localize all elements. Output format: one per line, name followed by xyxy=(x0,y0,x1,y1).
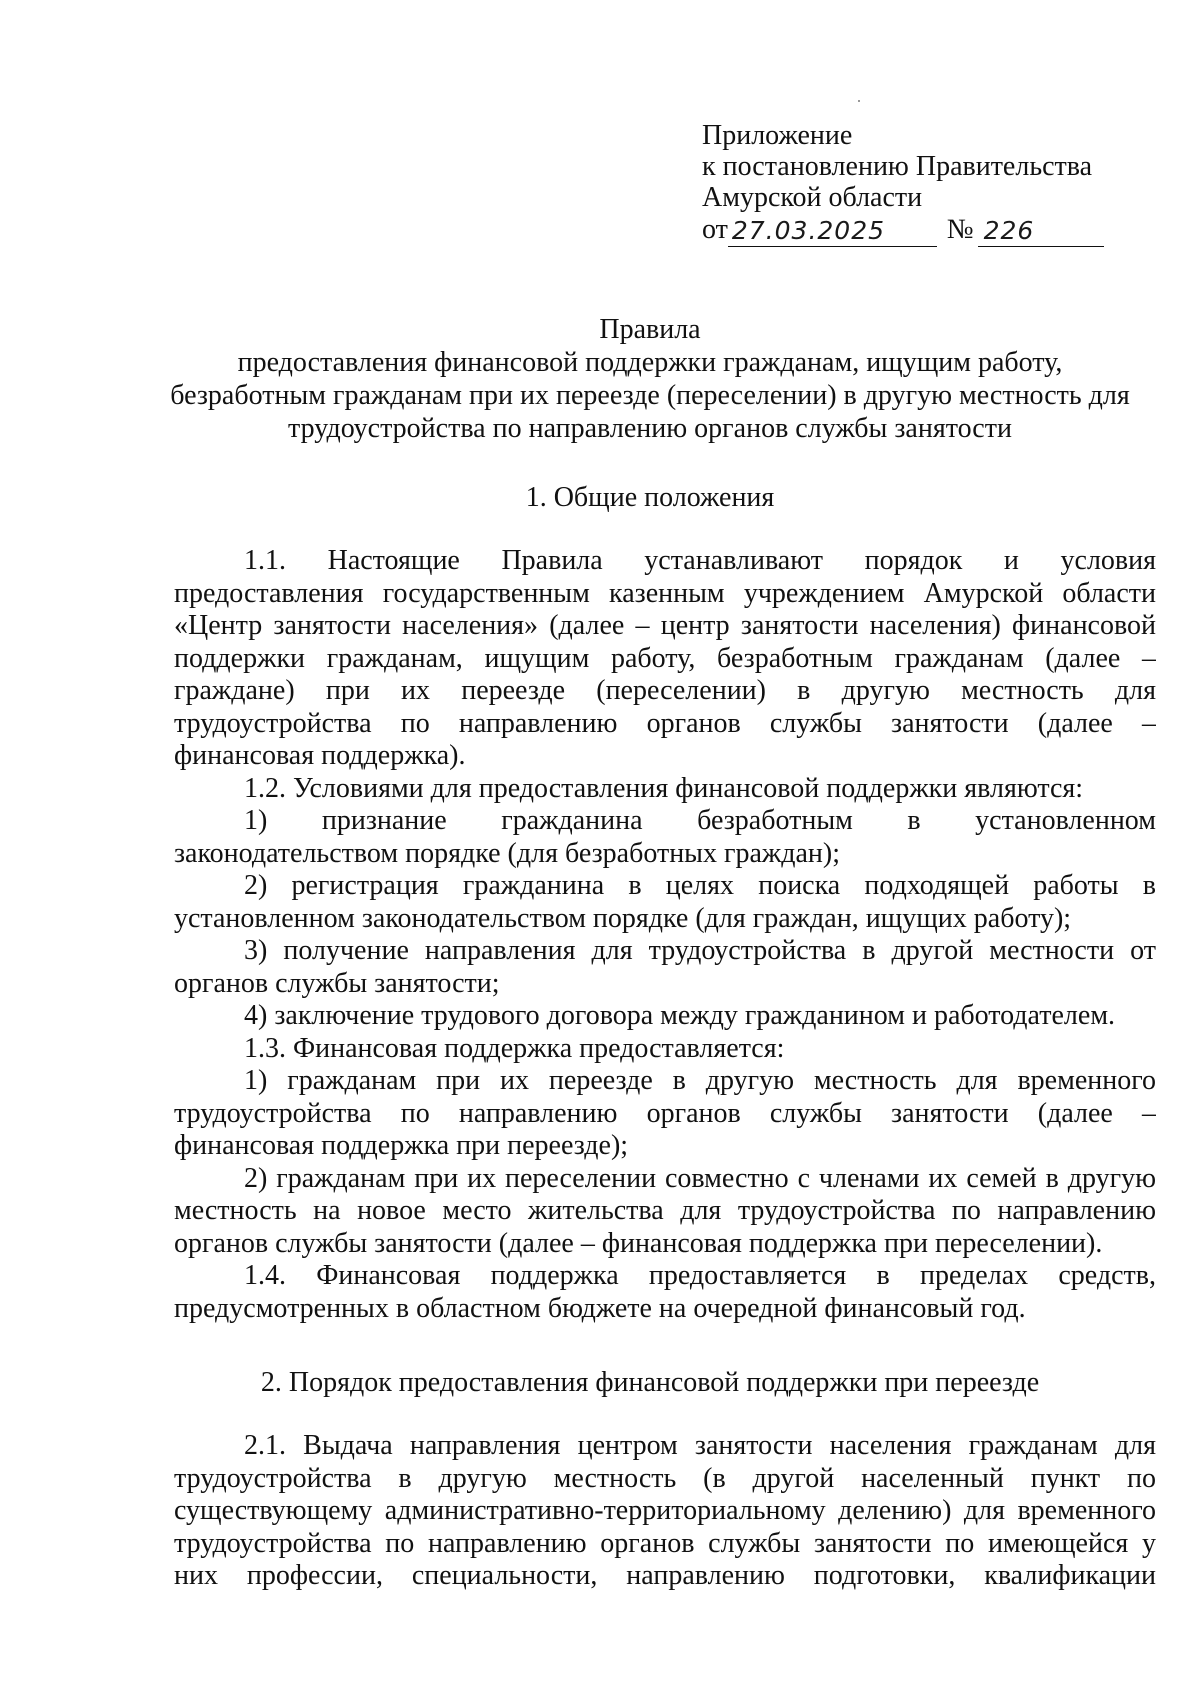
text-line: финансовая поддержка). xyxy=(174,740,466,771)
appendix-line-3: Амурской области xyxy=(702,182,923,213)
appendix-line-1: Приложение xyxy=(702,120,853,151)
text-line: трудоустройства в другую местность (в другой населенный пункт по xyxy=(174,1462,1156,1494)
title-line-1: Правила xyxy=(599,314,701,345)
title-line-4: трудоустройства по направлению органов службы занятости xyxy=(288,413,1012,444)
section-2-heading: 2. Порядок предоставления финансовой поддержки при переезде xyxy=(260,1367,1040,1398)
section-1-heading: 1. Общие положения xyxy=(525,482,775,513)
text-line: законодательством порядке (для безработных граждан); xyxy=(174,837,841,869)
text-line: финансовая поддержка при переезде); xyxy=(174,1130,629,1161)
handwritten-number: 226 xyxy=(983,216,1035,245)
number-sign: № xyxy=(946,214,974,245)
text-line: установленном законодательством порядке (для граждан, ищущих работу); xyxy=(174,902,1072,934)
document-title xyxy=(150,313,1150,445)
title-line-2: предоставления финансовой поддержки гражданам, ищущим работу, xyxy=(237,347,1063,378)
appendix-block xyxy=(702,120,1104,245)
date-field xyxy=(728,216,937,247)
text-line: 3) получение направления для трудоустройства в другой местности от xyxy=(244,935,1156,966)
text-line: 2) регистрация гражданина в целях поиска подходящей работы в xyxy=(244,870,1156,901)
text-line: поддержки гражданам, ищущим работу, безработным гражданам (далее – xyxy=(174,642,1156,674)
text-line: трудоустройства по направлению органов службы занятости (далее – xyxy=(174,1097,1156,1129)
text-line: 2) гражданам при их переселении совместно с членами их семей в другую xyxy=(244,1162,1156,1194)
text-line: трудоустройства по направлению органов службы занятости (далее – xyxy=(174,707,1156,739)
handwritten-date: 27.03.2025 xyxy=(731,216,886,245)
section-1-body xyxy=(174,545,1156,1325)
text-line: них профессии, специальности, направлению подготовки, квалификации xyxy=(174,1560,1156,1591)
text-line: граждане) при их переезде (переселении) в другую местность для xyxy=(174,675,1156,706)
text-line: 1.2. Условиями для предоставления финансовой поддержки являются: xyxy=(244,772,1084,804)
text-line: 1.3. Финансовая поддержка предоставляется: xyxy=(244,1032,785,1064)
appendix-date-line xyxy=(702,213,1104,245)
text-line: предусмотренных в областном бюджете на очередной финансовый год. xyxy=(174,1292,1026,1324)
text-line: 4) заключение трудового договора между гражданином и работодателем. xyxy=(244,1000,1116,1031)
text-line: 2.1. Выдача направления центром занятости населения гражданам для xyxy=(244,1430,1156,1461)
title-line-3: безработным гражданам при их переезде (переселении) в другую местность для xyxy=(170,380,1130,411)
text-line: 1.1. Настоящие Правила устанавливают порядок и условия xyxy=(244,545,1156,576)
text-line: «Центр занятости населения» (далее – центр занятости населения) финансовой xyxy=(174,610,1156,641)
scan-speck xyxy=(858,100,860,102)
text-line: органов службы занятости; xyxy=(174,967,500,999)
text-line: 1) гражданам при их переезде в другую местность для временного xyxy=(244,1065,1156,1096)
text-line: 1.4. Финансовая поддержка предоставляется в пределах средств, xyxy=(244,1260,1156,1291)
text-line: органов службы занятости (далее – финансовая поддержка при переселении). xyxy=(174,1227,1103,1259)
number-field xyxy=(978,216,1104,247)
text-line: местность на новое место жительства для трудоустройства по направлению xyxy=(174,1195,1156,1226)
appendix-line-2: к постановлению Правительства xyxy=(702,151,1093,182)
section-2-body xyxy=(174,1430,1156,1593)
text-line: существующему административно-территориальному делению) для временного xyxy=(174,1495,1156,1526)
from-label: от xyxy=(702,214,728,245)
text-line: трудоустройства по направлению органов службы занятости по имеющейся у xyxy=(174,1527,1156,1559)
text-line: 1) признание гражданина безработным в установленном xyxy=(244,805,1156,836)
text-line: предоставления государственным казенным учреждением Амурской области xyxy=(174,577,1156,609)
